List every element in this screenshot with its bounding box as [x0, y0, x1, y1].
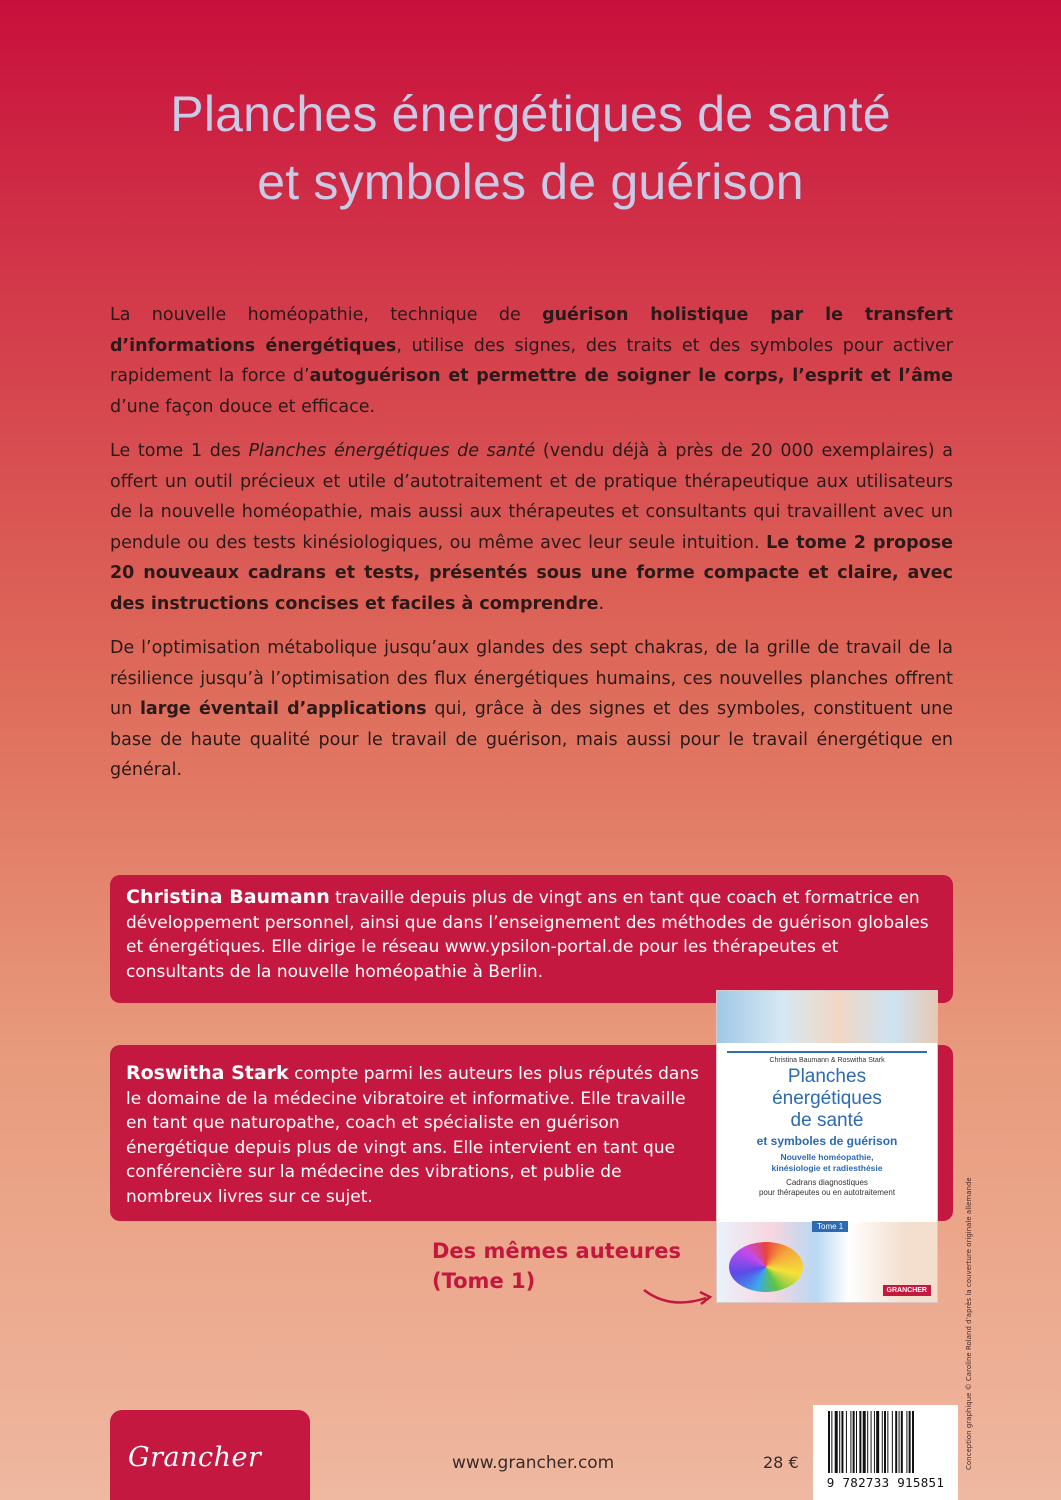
thumb-tagline-4: pour thérapeutes ou en autotraitement — [758, 1188, 896, 1197]
thumb-title-line-3: de santé — [790, 1110, 864, 1131]
paragraph-1: La nouvelle homéopathie, technique de guérison holistique par le transfert d’informations énergétiques, utilise des signes, des traits et des symboles pour activer rapidement la force d’autoguérison et permettre de soigner le corps, l’esprit et l’âme d’une façon douce et efficace. — [110, 305, 953, 417]
title-line-1: Planches énergétiques de santé — [170, 86, 891, 142]
book-cover-thumbnail — [716, 990, 938, 1303]
isbn-barcode — [813, 1405, 958, 1500]
wave-symbol-icon — [727, 1043, 927, 1053]
thumb-tagline-1: Nouvelle homéopathie, — [780, 1152, 874, 1162]
author-bio-text: travaille depuis plus de vingt ans en tant que coach et formatrice en développement personnel, ainsi que dans l’enseignement des méthodes de guérison globales et énergétiques. Elle dirige le réseau www.ypsilon-portal.de pour les thérapeutes et consultants de la nouvelle homéopathie à Berlin. — [126, 888, 929, 982]
curved-arrow-icon — [640, 1280, 715, 1310]
thumb-tagline-3: Cadrans diagnostiques — [786, 1178, 868, 1187]
publisher-logo-text: Grancher — [128, 1442, 262, 1473]
thumb-artwork — [717, 1222, 937, 1302]
thumb-publisher-logo: GRANCHER — [883, 1285, 931, 1296]
same-authors-line-1: Des mêmes auteures — [432, 1239, 681, 1263]
author-name: Roswitha Stark — [126, 1062, 289, 1084]
paragraph-3: De l’optimisation métabolique jusqu’aux glandes des sept chakras, de la grille de travail de la résilience jusqu’à l’optimisation des flux énergétiques humains, ces nouvelles planches offrent un large éventail d’applications qui, grâce à des signes et des symboles, constituent une base de haute qualité pour le travail de guérison, mais aussi pour le travail énergétique en général. — [110, 638, 953, 780]
thumb-tagline-secondary — [717, 1178, 937, 1198]
cover-title — [0, 80, 1061, 216]
isbn-digits: 9 782733 915851 — [826, 1475, 945, 1490]
thumb-title-line-2: énergétiques — [772, 1088, 882, 1109]
thumb-subtitle: et symboles de guérison — [756, 1134, 898, 1148]
thumb-title-line-1: Planches — [787, 1066, 867, 1087]
author-name: Christina Baumann — [126, 886, 330, 908]
author-bio-baumann — [110, 875, 953, 1003]
thumb-tagline-2: kinésiologie et radiesthésie — [771, 1163, 883, 1173]
publisher-logo — [110, 1410, 310, 1500]
same-authors-line-2: (Tome 1) — [432, 1269, 536, 1293]
paragraph-2: Le tome 1 des Planches énergétiques de santé (vendu déjà à près de 20 000 exemplaires) a offert un outil précieux et utile d’autotraitement et de pratique thérapeutique aux utilisateurs de la nouvelle homéopathie, mais aussi aux thérapeutes et consultants qui travaillent avec un pendule ou des tests kinésiologiques, ou même avec leur seule intuition. Le tome 2 propose 20 nouveaux cadrans et tests, présentés sous une forme compacte et claire, avec des instructions concises et faciles à comprendre. — [110, 441, 954, 614]
price: 28 € — [763, 1453, 799, 1472]
cover-photo-strip — [717, 991, 937, 1043]
thumb-title — [717, 1066, 937, 1132]
thumb-authors: Christina Baumann & Roswitha Stark — [769, 1057, 885, 1064]
author-bio-text: compte parmi les auteurs les plus réputés dans le domaine de la médecine vibratoire et informative. Elle travaille en tant que naturopathe, coach et spécialiste en guérison énergétique depuis plus de vingt ans. Elle intervient en tant que conférencière sur la médecine des vibrations, et publie de nombreux livres sur ce sujet. — [126, 1064, 699, 1207]
thumb-tagline — [717, 1152, 937, 1174]
color-wheel-icon — [729, 1242, 803, 1292]
publisher-website: www.grancher.com — [452, 1453, 615, 1473]
thumb-tome-tag: Tome 1 — [812, 1221, 848, 1232]
barcode-icon — [826, 1411, 946, 1473]
design-credit: Conception graphique © Caroline Roland d’après la couverture originale allemande — [965, 1177, 973, 1470]
description — [110, 300, 953, 800]
title-line-2: et symboles de guérison — [257, 154, 804, 210]
